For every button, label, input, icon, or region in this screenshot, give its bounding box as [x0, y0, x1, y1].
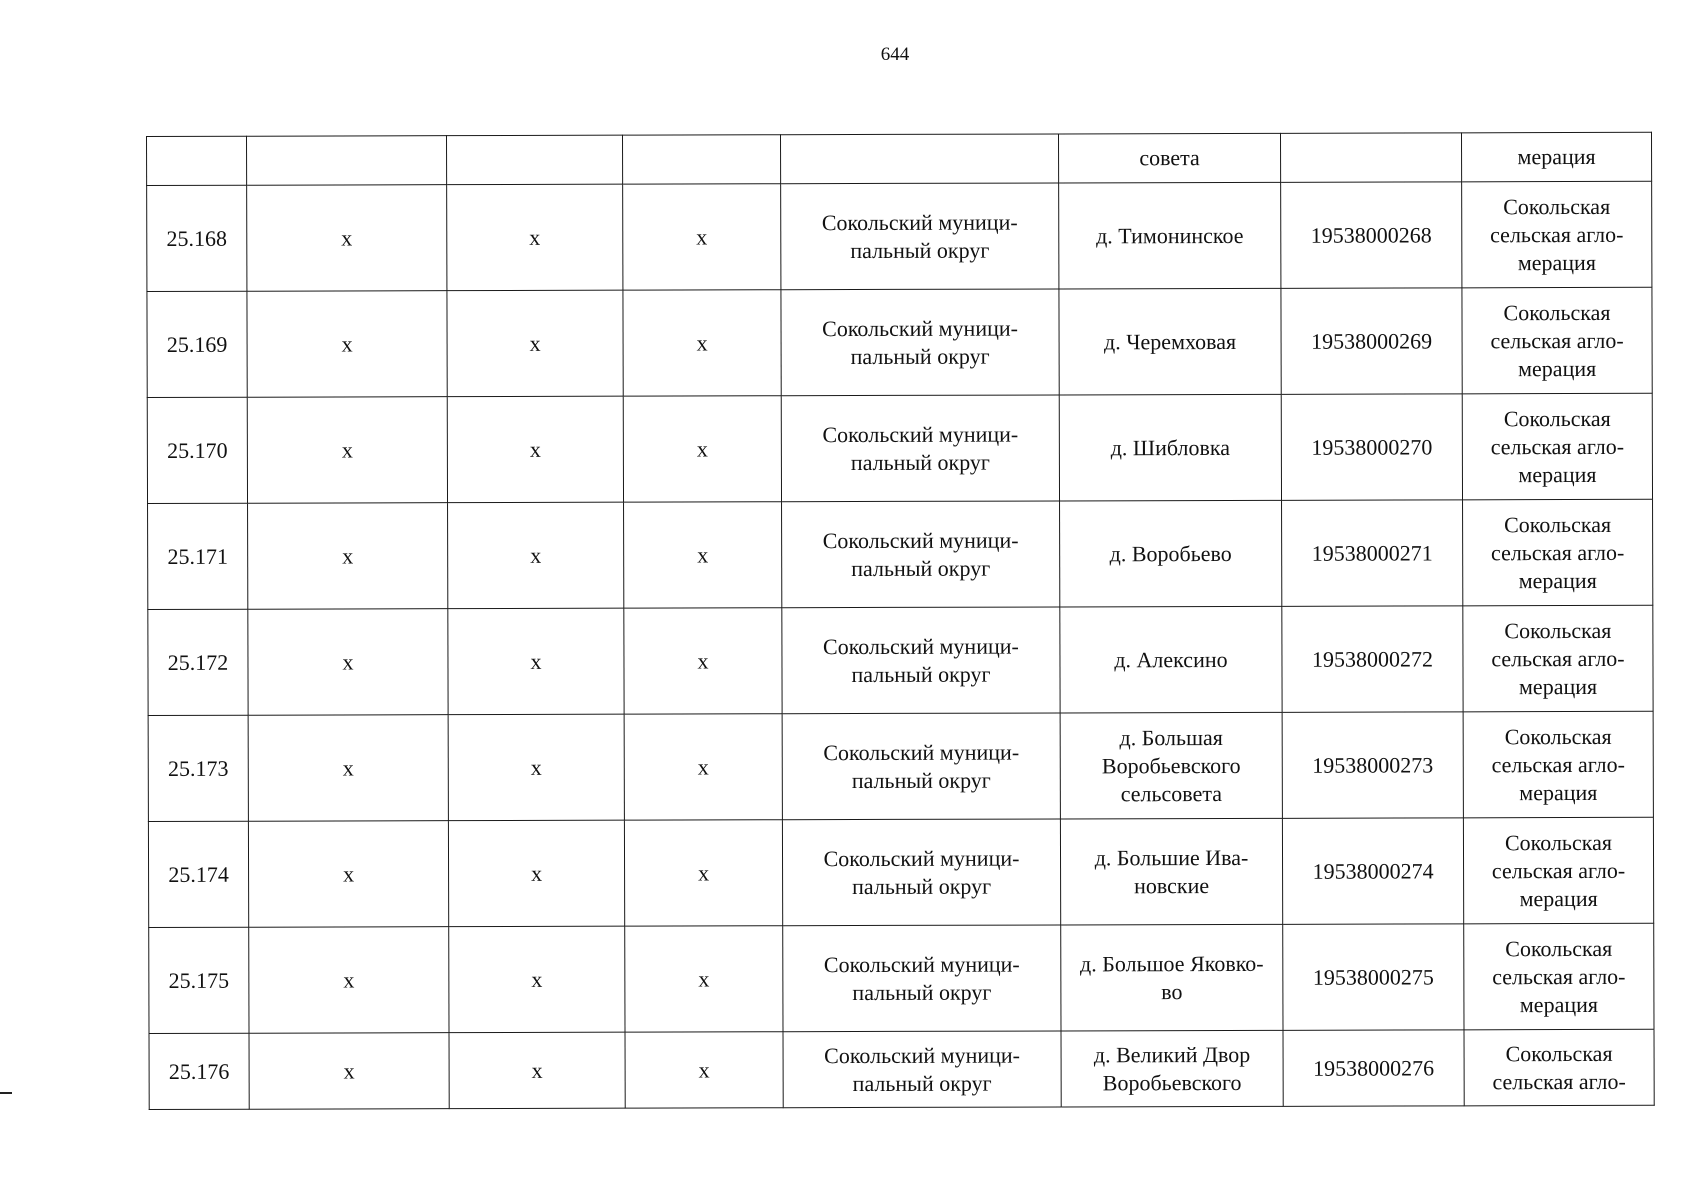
cell-x-3: х [623, 396, 781, 502]
cell-number: 25.171 [148, 503, 248, 609]
cell-district: Сокольский муници- пальный округ [782, 501, 1060, 608]
header-cell-x3 [622, 135, 780, 184]
cell-district: Сокольский муници- пальный округ [782, 819, 1060, 926]
cell-number: 25.168 [147, 185, 247, 291]
cell-number: 25.175 [149, 927, 249, 1033]
cell-agglomeration: Сокольская сельская агло- мерация [1462, 393, 1652, 500]
cell-code: 19538000271 [1282, 500, 1463, 607]
cell-x-3: х [624, 608, 782, 714]
cell-district: Сокольский муници- пальный округ [781, 289, 1059, 396]
cell-agglomeration: Сокольская сельская агло- мерация [1462, 181, 1652, 288]
table-row [147, 287, 1652, 397]
cell-district: Сокольский муници- пальный округ [783, 925, 1061, 1032]
table-row [147, 393, 1652, 503]
cell-settlement: д. Тимонинское [1059, 182, 1281, 289]
cell-code: 19538000272 [1282, 606, 1463, 713]
cell-x-2: х [449, 1032, 625, 1108]
header-cell-settlement: совета [1058, 133, 1280, 183]
cell-x-1: х [247, 185, 447, 292]
header-cell-agglomeration: мерация [1461, 132, 1651, 182]
cell-settlement: д. Большая Воробьевского сельсовета [1060, 712, 1282, 819]
cell-agglomeration: Сокольская сельская агло- мерация [1463, 817, 1653, 924]
cell-agglomeration: Сокольская сельская агло- [1464, 1029, 1654, 1106]
cell-x-3: х [625, 1032, 783, 1108]
table-row [149, 1029, 1654, 1109]
cell-district: Сокольский муници- пальный округ [782, 713, 1060, 820]
table-row [148, 711, 1653, 821]
header-cell-x1 [247, 136, 447, 186]
cell-settlement: д. Великий Двор Воробьевского [1061, 1030, 1283, 1107]
cell-x-1: х [247, 291, 447, 398]
cell-code: 19538000269 [1281, 288, 1462, 395]
cell-code: 19538000274 [1282, 818, 1463, 925]
table-row [148, 817, 1653, 927]
cell-x-3: х [625, 926, 783, 1032]
cell-x-2: х [447, 184, 623, 290]
cell-code: 19538000270 [1281, 394, 1462, 501]
cell-code: 19538000275 [1283, 924, 1464, 1031]
table-body [147, 132, 1655, 1109]
cell-x-2: х [447, 290, 623, 396]
cell-district: Сокольский муници- пальный округ [782, 607, 1060, 714]
cell-district: Сокольский муници- пальный округ [781, 183, 1059, 290]
table-row [148, 499, 1653, 609]
page-number: 644 [880, 44, 910, 65]
cell-x-3: х [623, 184, 781, 290]
cell-x-3: х [624, 714, 782, 820]
cell-number: 25.170 [147, 397, 247, 503]
margin-mark [0, 1092, 12, 1094]
header-cell-x2 [447, 135, 623, 184]
cell-number: 25.176 [149, 1033, 249, 1109]
cell-agglomeration: Сокольская сельская агло- мерация [1464, 923, 1654, 1030]
cell-x-3: х [624, 502, 782, 608]
cell-number: 25.172 [148, 609, 248, 715]
cell-x-1: х [248, 821, 448, 928]
cell-agglomeration: Сокольская сельская агло- мерация [1462, 287, 1652, 394]
cell-code: 19538000273 [1282, 712, 1463, 819]
cell-x-1: х [249, 1033, 449, 1110]
header-cell-district [780, 134, 1058, 184]
cell-x-1: х [248, 715, 448, 822]
cell-agglomeration: Сокольская сельская агло- мерация [1463, 711, 1653, 818]
cell-settlement: д. Большие Ива- новские [1060, 818, 1282, 925]
table-header-row [147, 132, 1652, 185]
cell-number: 25.169 [147, 291, 247, 397]
cell-settlement: д. Большое Яковко- во [1061, 924, 1283, 1031]
cell-settlement: д. Шибловка [1059, 394, 1281, 501]
header-cell-num [147, 136, 247, 185]
table-row [149, 923, 1654, 1033]
cell-settlement: д. Воробьево [1060, 500, 1282, 607]
cell-district: Сокольский муници- пальный округ [781, 395, 1059, 502]
cell-x-1: х [248, 609, 448, 716]
cell-x-3: х [623, 290, 781, 396]
cell-x-1: х [248, 503, 448, 610]
cell-settlement: д. Алексино [1060, 606, 1282, 713]
cell-number: 25.173 [148, 715, 248, 821]
cell-x-2: х [447, 396, 623, 502]
table-row [147, 181, 1652, 291]
settlements-table [146, 132, 1655, 1110]
cell-code: 19538000268 [1281, 182, 1462, 289]
cell-x-2: х [448, 608, 624, 714]
cell-x-2: х [448, 820, 624, 926]
table-row [148, 605, 1653, 715]
cell-agglomeration: Сокольская сельская агло- мерация [1463, 499, 1653, 606]
cell-x-1: х [249, 927, 449, 1034]
cell-district: Сокольский муници- пальный округ [783, 1031, 1061, 1108]
cell-x-2: х [448, 502, 624, 608]
cell-number: 25.174 [148, 821, 248, 927]
cell-x-2: х [448, 714, 624, 820]
cell-x-1: х [247, 397, 447, 504]
cell-agglomeration: Сокольская сельская агло- мерация [1463, 605, 1653, 712]
cell-code: 19538000276 [1283, 1030, 1464, 1107]
cell-x-3: х [624, 820, 782, 926]
cell-settlement: д. Черемховая [1059, 288, 1281, 395]
header-cell-code [1280, 133, 1461, 183]
cell-x-2: х [449, 926, 625, 1032]
